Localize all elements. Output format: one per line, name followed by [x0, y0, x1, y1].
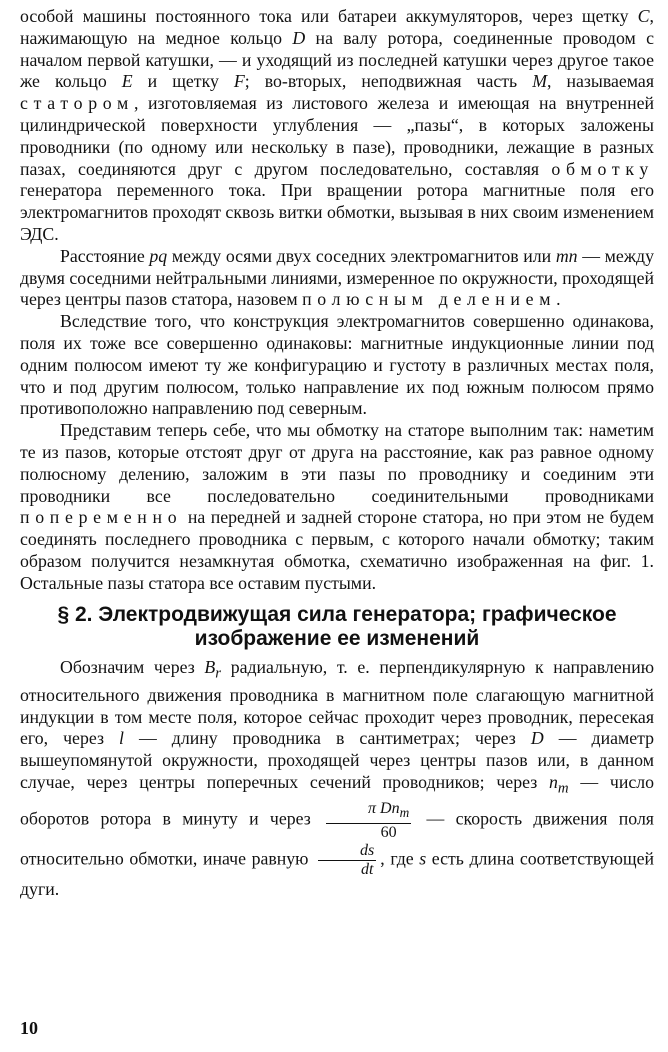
symbol-nm	[548, 772, 569, 797]
text-run: есть длина соответствующей дуги.	[20, 848, 654, 899]
fraction-numerator: ds	[318, 842, 376, 861]
term-alternately: попеременно	[20, 507, 183, 528]
text-run: — длину проводника в сантиметрах; через	[123, 728, 531, 749]
text-run: , называемая	[547, 71, 654, 92]
symbol-s: s	[419, 848, 427, 869]
paragraph-generator-parts	[20, 6, 654, 246]
symbol-pq: pq	[149, 245, 168, 266]
text-run: и щетку	[132, 71, 234, 92]
text-run: .	[556, 289, 561, 310]
symbol-l: l	[119, 728, 124, 749]
text-run: Представим теперь себе, что мы обмотку на статоре выполним так: наметим те из пазов, которые отстоят друг от друга на расстояние, как раз равное одному полюсному делению, заложим в эти пазы по проводнику и соединим эти проводники все последовательно соединительными проводниками	[20, 420, 654, 506]
text-run: , где	[380, 848, 420, 869]
subscript-m: m	[399, 805, 410, 821]
text-run: Вследствие того, что конструкция электромагнитов совершенно одинакова, поля их тоже все совершенно одинаковы: магнитные индукционные линии под одним полюсом имеют ту же конфигурацию и густоту в различных местах поля, что и под другим полюсом, только направление их под южным полюсом прямо противоположно направлению под северным.	[20, 311, 654, 419]
paragraph-emf-definitions	[20, 657, 654, 901]
text-run: между осями двух соседних электромагнитов или	[167, 245, 556, 266]
symbol-C: C	[637, 6, 650, 26]
fraction-ds-dt	[318, 842, 376, 879]
text-run: генератора переменного тока. При вращении ротора магнитные поля его электромагнитов проходят сквозь витки обмотки, вызывая в них своим изменением ЭДС.	[20, 180, 654, 244]
symbol-M: M	[532, 71, 547, 92]
fraction-numerator	[326, 800, 411, 823]
text-run: Расстояние	[60, 245, 150, 266]
text-run: — скорость движения поля относительно обмотки, иначе равную	[20, 809, 654, 869]
text-run: на передней и задней стороне статора, но при этом не будем соединять последнего проводника с первым, с которого начали обмотку; таким образом получится незамкнутая обмотка, схематично изображенная на фиг. 1. Остальные пазы статора все оставим пустыми.	[20, 507, 654, 593]
fraction-speed	[326, 800, 411, 841]
paragraph-pole-pitch	[20, 246, 654, 311]
text-run: на валу ротора, соединенные проводом с началом первой катушки, — и уходящий из последней катушки через другое такое же кольцо	[20, 27, 654, 92]
section-heading: § 2. Электродвижущая сила генератора; графическое изображение ее изменений	[57, 602, 617, 650]
term-stator: статором	[20, 93, 135, 114]
paragraph-open-winding	[20, 420, 654, 594]
fraction-denominator: 60	[380, 823, 397, 841]
text-run: — между двумя соседними нейтральными линиями, измеренное по окружности, проходящей через центры пазов статора, назовем	[20, 245, 654, 310]
paragraph-field-symmetry	[20, 311, 654, 420]
subscript-m: m	[557, 780, 569, 797]
text-run: — диаметр вышеупомянутой окружности, проходящей через центры пазов или, в данном случае, через центры поперечных сечений проводников; через	[20, 728, 655, 793]
text-run: Обозначим через	[60, 656, 205, 677]
symbol-E: E	[121, 71, 133, 92]
numerator-text: π Dn	[368, 800, 400, 818]
symbol-F: F	[233, 71, 245, 92]
text-run: ; во-вторых, неподвижная часть	[244, 71, 533, 92]
symbol-Br	[204, 656, 222, 682]
fraction-denominator: dt	[360, 860, 374, 878]
term-winding: обмотку	[551, 158, 654, 179]
symbol-n: n	[548, 772, 558, 793]
symbol-D: D	[292, 27, 306, 48]
symbol-mn: mn	[555, 245, 578, 266]
subscript-r: r	[215, 665, 222, 682]
symbol-D: D	[530, 728, 544, 749]
text-run: особой машины постоянного тока или батареи аккумуляторов, через щетку	[20, 6, 638, 26]
text-run: радиальную, т. е. перпендикулярную к направлению относительного движения проводника в магнитном поле слагающую магнитной индукции в том месте поля, которое сейчас проходит через проводник, пересекая его, через	[20, 656, 654, 749]
text-run: , нажимающую на медное кольцо	[20, 6, 654, 48]
text-run: , изготовляемая из листового железа и имеющая на внутренней цилиндрической поверхности углубления — „пазы“, в которых заложены проводники (по одному или нескольку в пазе), проводники, лежащие в разных пазах, соединяются друг с другом последовательно, составляя	[20, 93, 654, 179]
symbol-B: B	[204, 656, 216, 677]
term-pole-division: полюсным делением	[302, 289, 557, 310]
page-number: 10	[20, 1018, 38, 1038]
text-run: — число оборотов ротора в минуту и через	[20, 772, 654, 830]
